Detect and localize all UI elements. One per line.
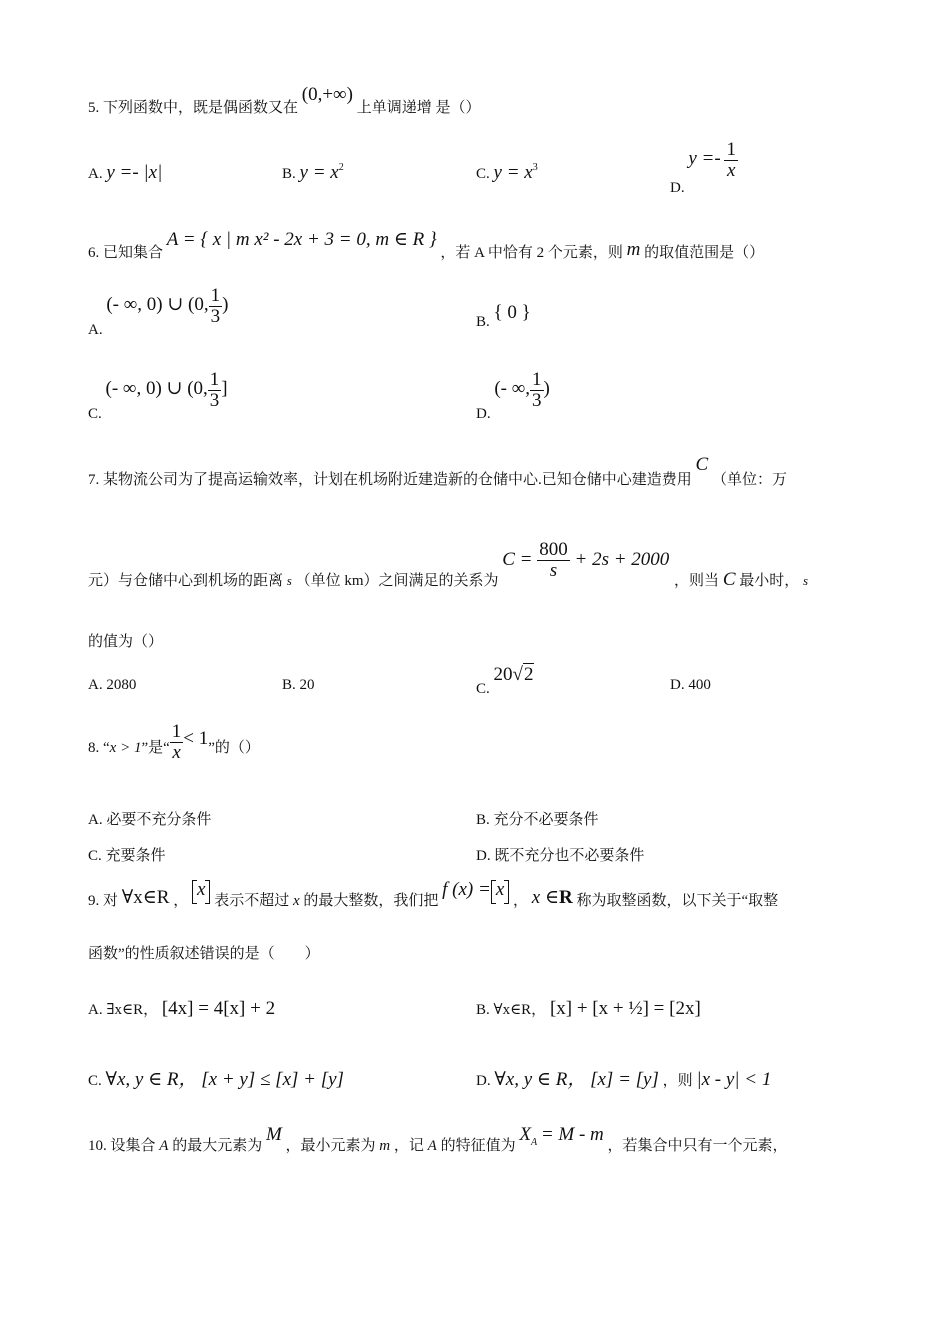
q6-option-a[interactable]: A. (- ∞, 0) ∪ (0, $\frac{1}{3}$ )	[88, 285, 229, 338]
q9-option-c[interactable]: C. ∀x, y ∈ R， [x + y] ≤ [x] + [y]	[88, 1069, 344, 1090]
q5-interval: (0,+∞)	[301, 84, 353, 105]
q9-option-b[interactable]: B. ∀x∈R， [x] + [x + ½] = [2x]	[476, 998, 701, 1019]
q5-stem: 5. 下列函数中，既是偶函数又在 (0,+∞) 上单调递增 是（）	[88, 84, 481, 116]
q8-option-a[interactable]: A. 必要不充分条件	[88, 812, 212, 828]
q6-stem: 6. 已知集合 A = { x | m x² - 2x + 3 = 0, m ∈ R } ，若 A 中恰有 2 个元素，则 m 的取值范围是（）	[88, 229, 765, 261]
q5-option-c[interactable]: C. $y = x^3$	[476, 162, 538, 183]
q5-d-fraction: $\frac{1}{x}$	[726, 139, 736, 181]
q9-option-d[interactable]: D. ∀x, y ∈ R， [x] = [y] ，则 |x - y| < 1	[476, 1069, 772, 1090]
q7-line-3: 的值为（）	[88, 634, 164, 650]
q9-line-2: 函数”的性质叙述错误的是（ ）	[88, 946, 320, 962]
q6-option-d[interactable]: D. (- ∞, $\frac{1}{3}$ )	[476, 369, 550, 422]
q8-option-c[interactable]: C. 充要条件	[88, 848, 166, 864]
q7-formula: C = $\frac{800}{s}$ + 2s + 2000	[502, 539, 670, 581]
q5-option-a[interactable]: A. y =- |x|	[88, 162, 163, 183]
q8-option-d[interactable]: D. 既不充分也不必要条件	[476, 848, 645, 864]
q7-line-1: 7. 某物流公司为了提高运输效率，计划在机场附近建造新的仓储中心.已知仓储中心建造费用 C （单位：万	[88, 454, 787, 488]
q7-line-2: 元）与仓储中心到机场的距离 s （单位 km）之间满足的关系为 C = $\frac{800}{s}$ + 2s + 2000 ，则当 C 最小时， s	[88, 539, 809, 590]
q6-c-fraction: $\frac{1}{3}$	[209, 369, 220, 411]
q10-stem: 10. 设集合 A 的最大元素为 M ，最小元素为 m ，记 A 的特征值为 $X_A = M - m$ ，若集合中只有一个元素，	[88, 1124, 788, 1154]
q6-a-fraction: $\frac{1}{3}$	[210, 285, 221, 327]
q9-line-1: 9. 对 ∀x∈R ， x 表示不超过 x 的最大整数，我们把 f (x) = x ， x ∈R 称为取整函数，以下关于“取整	[88, 879, 779, 909]
q7-option-b[interactable]: B. 20	[282, 677, 315, 693]
q9-option-a[interactable]: A. ∃x∈R， [4x] = 4[x] + 2	[88, 998, 276, 1019]
q5-option-d[interactable]: D. y =- $\frac{1}{x}$	[670, 139, 736, 196]
q5-option-b[interactable]: B. $y = x^2$	[282, 162, 344, 183]
sqrt-icon: √	[512, 664, 523, 685]
q6-option-c[interactable]: C. (- ∞, 0) ∪ (0, $\frac{1}{3}$ ]	[88, 369, 228, 422]
q7-formula-fraction: $\frac{800}{s}$	[539, 539, 568, 581]
q6-set-expr: A = { x | m x² - 2x + 3 = 0, m ∈ R }	[166, 229, 437, 250]
q7-option-d[interactable]: D. 400	[670, 677, 711, 693]
q6-d-fraction: $\frac{1}{3}$	[532, 369, 542, 411]
q6-option-b[interactable]: B. { 0 }	[476, 302, 531, 330]
q8-stem: 8. “x > 1”是“ $\frac{1}{x}$ < 1”的（）	[88, 721, 260, 763]
q7-option-a[interactable]: A. 2080	[88, 677, 137, 693]
q7-option-c[interactable]: C. 20√2	[476, 664, 534, 697]
q8-option-b[interactable]: B. 充分不必要条件	[476, 812, 599, 828]
q8-fraction: $\frac{1}{x}$	[171, 721, 182, 763]
